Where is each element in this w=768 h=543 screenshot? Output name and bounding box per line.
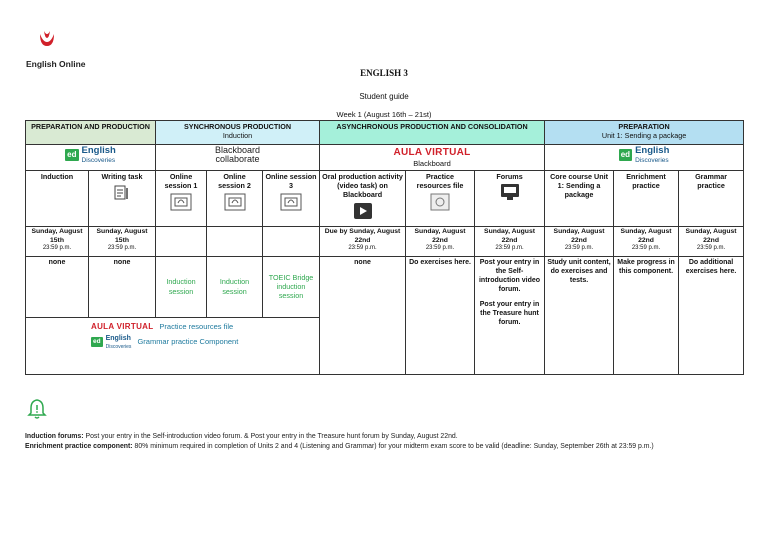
section-sync (156, 121, 320, 145)
section-sync-title: SYNCHRONOUS PRODUCTION (184, 122, 292, 131)
activity-session-1 (156, 170, 207, 226)
section-sync-sub: Induction (222, 131, 253, 141)
due-time: 23:59 p.m. (42, 245, 72, 252)
note-study-unit: Study unit content, do exercises and tests. (545, 256, 614, 374)
footnote-induction-label: Induction forums: (25, 433, 84, 440)
forum-screen-icon (501, 184, 519, 200)
ed-badge-2: ed (619, 149, 632, 161)
doc-title: ENGLISH 3 (360, 68, 408, 78)
due-core (545, 226, 614, 256)
due-line: Sunday, August 22nd (620, 227, 672, 244)
doc-subtitle: Student guide (359, 92, 409, 101)
ed-line2-2: Discoveries (635, 156, 669, 164)
activity-writing (89, 170, 156, 226)
due-writing (89, 226, 156, 256)
section-prep2-title: PREPARATION (618, 122, 670, 131)
due-empty (156, 226, 207, 256)
due-time: 23:59 p.m. (564, 245, 594, 252)
footnote (25, 432, 745, 453)
ed-line2-small: Discoveries (105, 344, 132, 351)
laptop-headset-icon (224, 193, 246, 211)
due-line: Sunday, August 22nd (484, 227, 536, 244)
note-forum-post-1: Post your entry in the Self-introduction video forum. (478, 258, 541, 294)
aula-virtual-logo[interactable]: AULA VIRTUAL (393, 147, 471, 158)
due-time: 23:59 p.m. (696, 245, 726, 252)
brand-aula-cell (320, 145, 545, 171)
activity-practice-file-label: Practice resources file (416, 171, 464, 191)
logo (26, 28, 106, 69)
brand-ed-cell-2 (545, 145, 744, 171)
section-prep: PREPARATION AND PRODUCTION (26, 121, 156, 145)
guide-table (25, 120, 744, 375)
due-line: Sunday, August 22nd (685, 227, 737, 244)
note-make-progress: Make progress in this component. (614, 256, 679, 374)
laptop-headset-icon (280, 193, 302, 211)
due-forums (475, 226, 545, 256)
activity-session-1-label: Online session 1 (164, 171, 198, 191)
due-empty (263, 226, 320, 256)
due-time: 23:59 p.m. (631, 245, 661, 252)
video-play-icon (354, 203, 372, 219)
activity-forums-label: Forums (496, 171, 523, 181)
ed-line1-2: English (635, 145, 670, 156)
bell-icon (27, 398, 47, 420)
activity-core-course: Core course Unit 1: Sending a package (545, 170, 614, 226)
week-label: Week 1 (August 16th – 21st) (336, 110, 432, 119)
ed-badge-small: ed (91, 337, 103, 347)
english-discoveries-logo-small (91, 334, 131, 350)
logo-text: English Online (26, 59, 86, 69)
blackboard-collaborate-logo[interactable] (158, 146, 317, 163)
due-time: 23:59 p.m. (107, 245, 137, 252)
due-line: Due by Sunday, August 22nd (324, 227, 401, 244)
due-line: Sunday, August 15th (31, 227, 83, 244)
due-line: Sunday, August 22nd (414, 227, 466, 244)
document-icon (113, 184, 131, 202)
note-do-additional: Do additional exercises here. (679, 256, 744, 374)
activity-oral-label: Oral production activity (video task) on Blackboard (322, 171, 403, 200)
bb-line1: Blackboard (215, 145, 261, 155)
section-prep2-sub: Unit 1: Sending a package (601, 131, 687, 141)
footnote-induction (25, 432, 745, 442)
note-forum-posts (475, 256, 545, 374)
resource-grammar-component[interactable] (91, 334, 317, 350)
due-oral (320, 226, 406, 256)
resources-cell (26, 317, 320, 374)
activity-session-2 (207, 170, 263, 226)
english-discoveries-logo-2[interactable] (547, 146, 741, 164)
ed-line2: Discoveries (81, 156, 116, 164)
section-prep2 (545, 121, 744, 145)
note-none-induction: none (26, 256, 89, 317)
brand-bb-cell (156, 145, 320, 171)
ed-line1-small: English (105, 335, 131, 343)
due-practice (406, 226, 475, 256)
english-discoveries-logo[interactable] (28, 146, 153, 164)
footnote-induction-text: Post your entry in the Self-introduction video forum. & Post your entry in the Treasure hunt forum by Sunday, August 22nd. (83, 433, 458, 440)
activity-writing-label: Writing task (101, 171, 143, 181)
note-toeic-session: TOEIC Bridge induction session (263, 256, 320, 317)
due-time: 23:59 p.m. (495, 245, 524, 252)
bb-line2: collaborate (215, 153, 260, 164)
brand-ed-cell (26, 145, 156, 171)
due-grammar (679, 226, 744, 256)
footnote-enrichment-label: Enrichment practice component: (25, 443, 133, 451)
activity-practice-file (406, 170, 475, 226)
activity-session-3 (263, 170, 320, 226)
activity-enrichment: Enrichment practice (614, 170, 679, 226)
due-time: 23:59 p.m. (348, 245, 377, 252)
file-monitor-icon (430, 193, 450, 211)
due-empty (207, 226, 263, 256)
upc-logo-icon (36, 28, 58, 50)
note-do-exercises: Do exercises here. (406, 256, 475, 374)
section-async: ASYNCHRONOUS PRODUCTION AND CONSOLIDATION (320, 121, 545, 145)
resource-grammar-label: Grammar practice Component (137, 337, 239, 347)
laptop-headset-icon (170, 193, 192, 211)
activity-session-3-label: Online session 3 (265, 171, 317, 191)
ed-badge: ed (65, 149, 78, 161)
footnote-enrichment-text: 80% minimum required in completion of Units 2 and 4 (Listening and Grammar) for your midterm exam score to be valid (deadline: Sunday, September 26th at 23:59 p.m.) (132, 443, 654, 451)
note-none-oral: none (320, 256, 406, 374)
activity-induction: Induction (26, 170, 89, 226)
resource-practice-file-label: Practice resources file (159, 322, 234, 332)
activity-session-2-label: Online session 2 (218, 171, 251, 191)
due-enrichment (614, 226, 679, 256)
resource-practice-file[interactable] (91, 322, 317, 332)
ed-line1: English (81, 145, 116, 156)
due-induction (26, 226, 89, 256)
note-forum-post-2: Post your entry in the Treasure hunt forum. (479, 301, 540, 327)
due-time: 23:59 p.m. (425, 245, 455, 252)
due-line: Sunday, August 22nd (553, 227, 605, 244)
activity-forums (475, 170, 545, 226)
activity-grammar: Grammar practice (679, 170, 744, 226)
footnote-enrichment (25, 442, 745, 452)
note-induction-session-2: Induction session (207, 256, 263, 317)
aula-virtual-logo-small: AULA VIRTUAL (91, 321, 154, 331)
aula-sub: Blackboard (413, 159, 451, 168)
note-induction-session-1: Induction session (156, 256, 207, 317)
note-none-writing: none (89, 256, 156, 317)
due-line: Sunday, August 15th (96, 227, 148, 244)
activity-oral (320, 170, 406, 226)
